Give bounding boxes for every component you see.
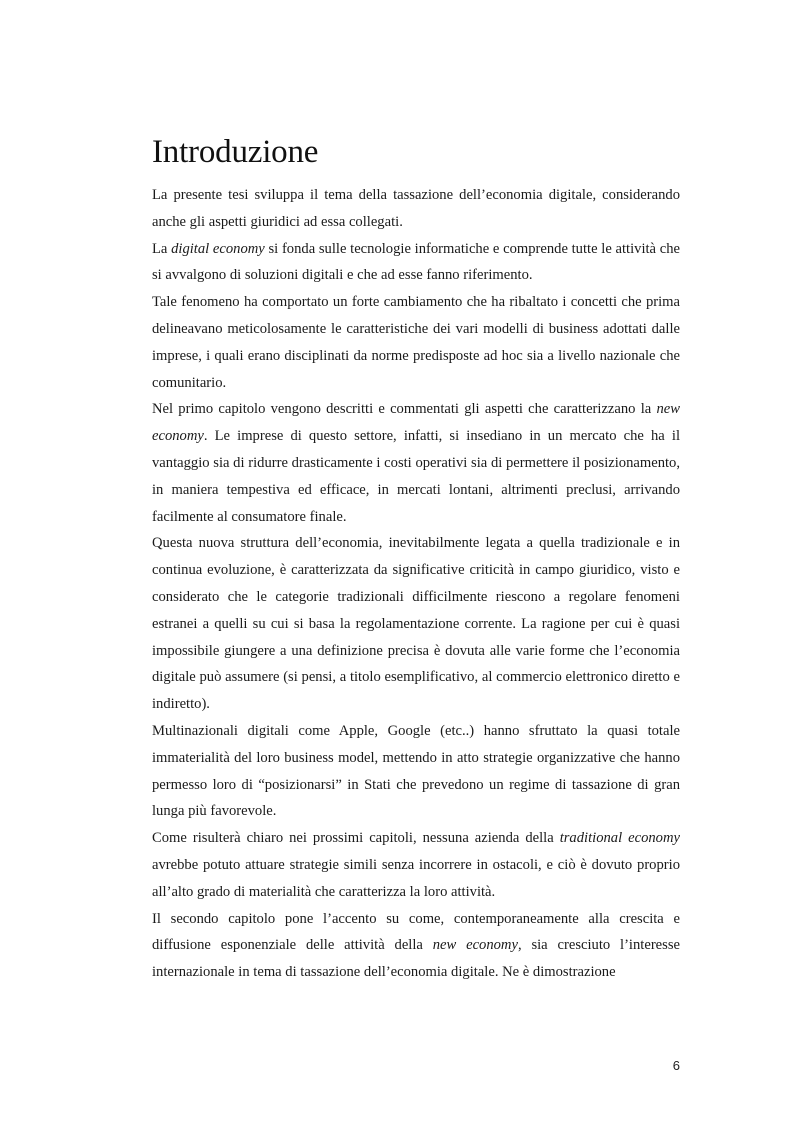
paragraph xyxy=(152,236,680,290)
text-segment: Multinazionali digitali come Apple, Google (etc..) hanno sfruttato la quasi totale immaterialità del loro business model, mettendo in atto strategie organizzative che hanno permesso loro di “posizionarsi” in Stati che prevedono un regime di tassazione di gran lunga più favorevole. xyxy=(152,722,680,820)
italic-term: new economy xyxy=(432,937,518,954)
text-segment: Questa nuova struttura dell’economia, inevitabilmente legata a quella tradizionale e in continua evoluzione, è caratterizzata da significative criticità in campo giuridico, visto e considerato che le categorie tradizionali difficilmente riescono a regolare fenomeni estranei a quelli su cui si basa la regolamentazione corrente. La ragione per cui è quasi impossibile giungere a una definizione precisa è dovuta alle varie forme che l’economia digitale può assumere (si pensi, a titolo esemplificativo, al commercio elettronico diretto e indiretto). xyxy=(152,535,680,713)
text-segment: La presente tesi sviluppa il tema della tassazione dell’economia digitale, considerando anche gli aspetti giuridici ad essa collegati. xyxy=(152,187,680,230)
paragraph xyxy=(152,906,680,986)
text-segment: , sia cresciuto l’interesse internazionale in tema di tassazione dell’economia digitale. Ne è dimostrazione xyxy=(152,937,680,981)
paragraph xyxy=(152,718,680,825)
paragraph xyxy=(152,530,680,718)
paragraph xyxy=(152,396,680,530)
text-segment: Come risulterà chiaro nei prossimi capitoli, nessuna azienda della xyxy=(152,830,560,847)
body-text xyxy=(152,182,680,986)
text-segment: Tale fenomeno ha comportato un forte cambiamento che ha ribaltato i concetti che prima delineavano meticolosamente le caratteristiche dei vari modelli di business adottati dalle imprese, i quali erano disciplinati da norme predisposte ad hoc sia a livello nazionale che comunitario. xyxy=(152,294,680,391)
paragraph xyxy=(152,289,680,396)
italic-term: new economy xyxy=(152,401,680,445)
paragraph xyxy=(152,182,680,236)
text-segment: si fonda sulle tecnologie informatiche e comprende tutte le attività che si avvalgono di soluzioni digitali e che ad esse fanno riferimento. xyxy=(152,240,680,284)
paragraph xyxy=(152,825,680,905)
page-number: 6 xyxy=(672,1058,680,1073)
text-segment: Il secondo capitolo pone l’accento su come, contemporaneamente alla crescita e diffusione esponenziale delle attività della xyxy=(152,910,680,954)
text-segment: . Le imprese di questo settore, infatti, si insediano in un mercato che ha il vantaggio sia di ridurre drasticamente i costi operativi sia di permettere il posizionamento, in maniera tempestiva ed efficace, in mercati lontani, altrimenti preclusi, arrivando facilmente al consumatore finale. xyxy=(152,428,680,525)
italic-term: traditional economy xyxy=(559,830,680,847)
text-segment: avrebbe potuto attuare strategie simili senza incorrere in ostacoli, e ciò è dovuto proprio all’alto grado di materialità che caratterizza la loro attività. xyxy=(152,856,680,900)
page-title: Introduzione xyxy=(152,134,319,170)
italic-term: digital economy xyxy=(171,240,265,257)
text-segment: La xyxy=(152,240,172,257)
text-segment: Nel primo capitolo vengono descritti e commentati gli aspetti che caratterizzano la xyxy=(152,401,657,418)
